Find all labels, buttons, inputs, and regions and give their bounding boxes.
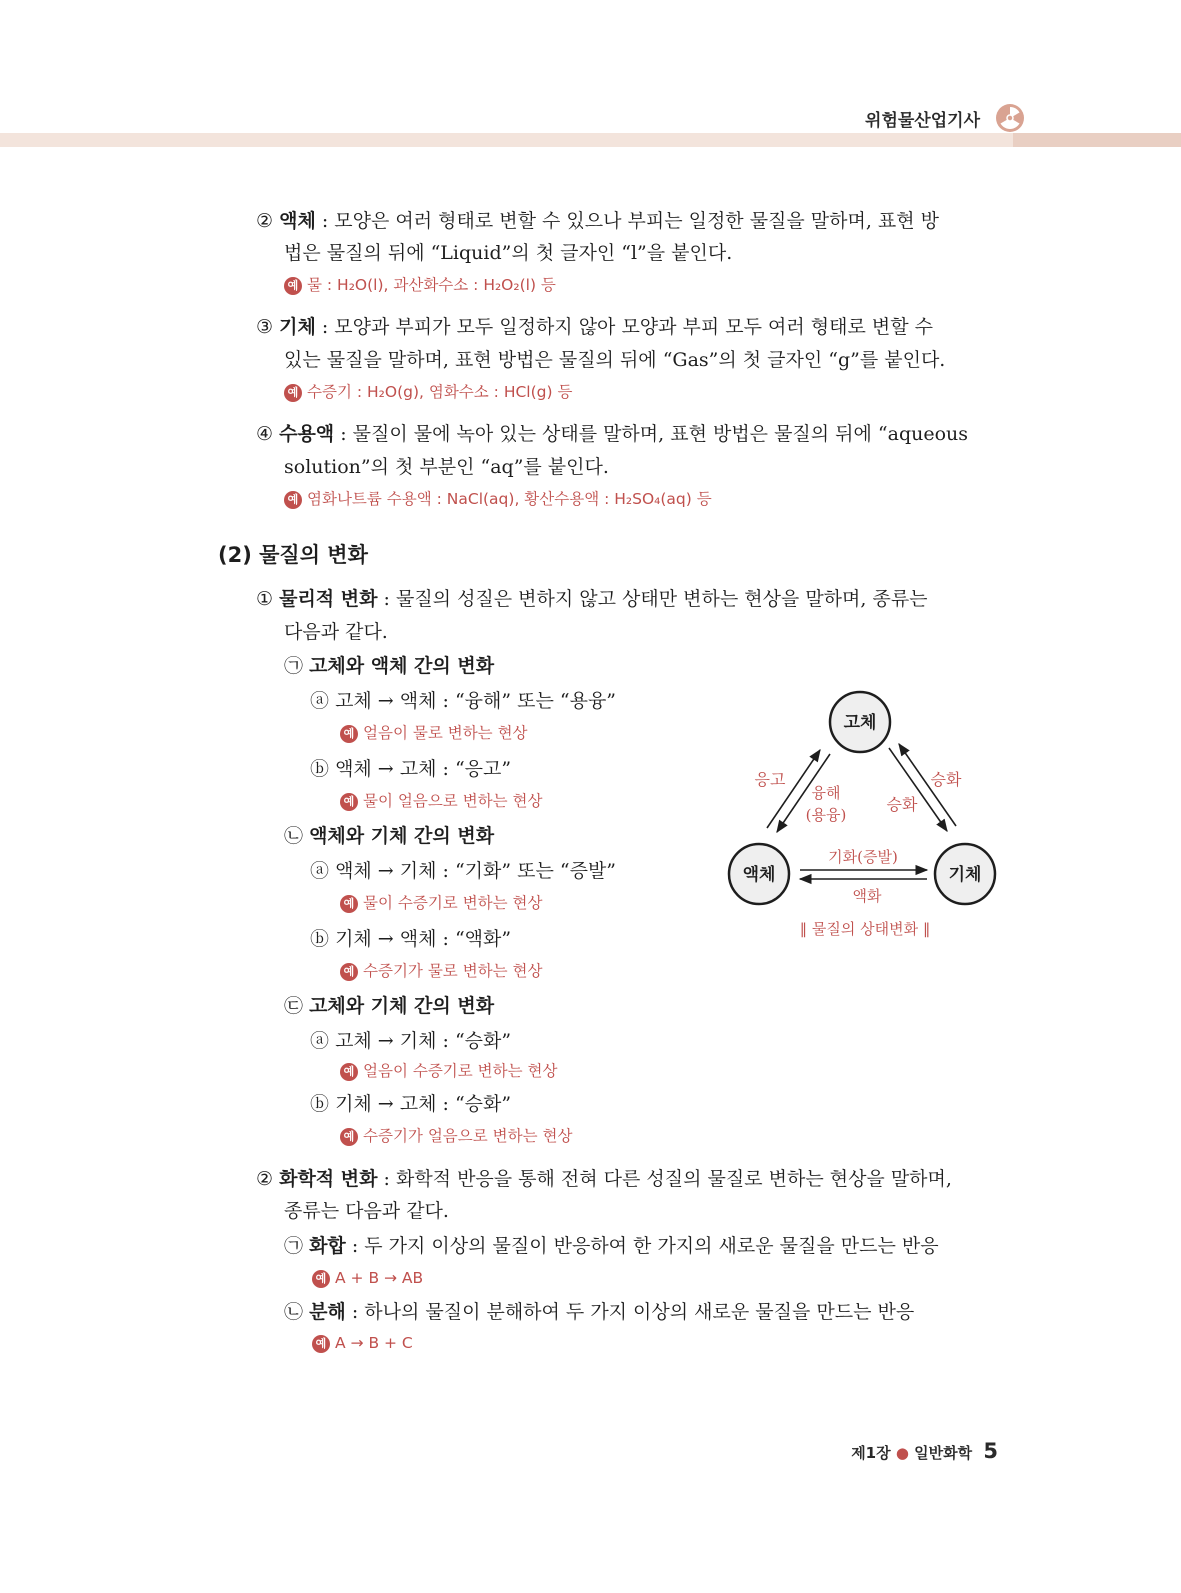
sub-item-text: 액체 → 기체 : “기화” 또는 “증발”: [335, 860, 617, 882]
sub-mark: ㉠: [284, 1235, 304, 1257]
physical-change-line1: [256, 586, 928, 612]
label-melt-alt: (용융): [805, 806, 847, 824]
example-vaporization: [340, 892, 543, 914]
sub-liquid-gas-a: [310, 858, 616, 884]
example-text: 물 : H₂O(l), 과산화수소 : H₂O₂(l) 등: [307, 276, 556, 294]
example-solution: [284, 488, 712, 510]
arrow-sublime-out: [886, 748, 947, 831]
sub-solid-liquid-b: [310, 756, 511, 782]
example-badge: 예: [340, 1063, 358, 1081]
item-number: ③: [256, 316, 274, 338]
physical-change-line2: 다음과 같다.: [284, 621, 388, 643]
label-melt: 융해: [811, 784, 841, 802]
item-number: ④: [256, 423, 274, 445]
example-text: 염화나트륨 수용액 : NaCl(aq), 황산수용액 : H₂SO₄(aq) 등: [307, 490, 712, 508]
example-sublimation-1: [340, 1060, 557, 1082]
sub-title: 고체와 액체 간의 변화: [309, 655, 495, 677]
item-number: ②: [256, 1168, 274, 1190]
sub-mark: ㉢: [284, 995, 304, 1017]
sub-liquid-gas: [284, 823, 494, 849]
sub-item-mark: ⓑ: [310, 758, 330, 780]
sub-solid-liquid: [284, 653, 494, 679]
sub-item-text: 액체 → 고체 : “응고”: [335, 758, 512, 780]
chapter-label: 제1장: [851, 1444, 891, 1462]
example-badge: 예: [312, 1335, 330, 1353]
item-solution-line1: [256, 421, 968, 447]
example-badge: 예: [312, 1270, 330, 1288]
label-condense: 액화: [852, 887, 882, 905]
term-liquid: 액체: [279, 210, 316, 232]
sub-item-text: 고체 → 액체 : “융해” 또는 “용융”: [335, 690, 617, 712]
item-text: : 두 가지 이상의 물질이 반응하여 한 가지의 새로운 물질을 만드는 반응: [345, 1235, 939, 1257]
chemical-change-line1: [256, 1166, 952, 1192]
term-solution: 수용액: [279, 423, 335, 445]
item-liquid-line2: 법은 물질의 뒤에 “Liquid”의 첫 글자인 “l”을 붙인다.: [284, 242, 733, 264]
item-text: : 물질의 성질은 변하지 않고 상태만 변하는 현상을 말하며, 종류는: [377, 588, 928, 610]
example-badge: 예: [340, 793, 358, 811]
item-text: : 물질이 물에 녹아 있는 상태를 말하며, 표현 방법은 물질의 뒤에 “aqueous: [334, 423, 969, 445]
sub-title: 액체와 기체 간의 변화: [309, 825, 495, 847]
term-gas: 기체: [279, 316, 316, 338]
sub-mark: ㉠: [284, 655, 304, 677]
sub-mark: ㉡: [284, 1301, 304, 1323]
example-text: 수증기 : H₂O(g), 염화수소 : HCl(g) 등: [307, 383, 573, 401]
diagram-caption: ∥ 물질의 상태변화 ∥: [799, 920, 931, 938]
item-solution-line2: solution”의 첫 부분인 “aq”를 붙인다.: [284, 456, 609, 478]
radiation-icon: [995, 103, 1025, 133]
example-text: 물이 수증기로 변하는 현상: [363, 894, 543, 912]
sub-item-mark: ⓑ: [310, 1093, 330, 1115]
bullet-dot: ●: [895, 1444, 909, 1462]
sub-liquid-gas-b: [310, 926, 511, 952]
sub-mark: ㉡: [284, 825, 304, 847]
example-melting: [340, 722, 528, 744]
chem-decomposition: [284, 1299, 914, 1325]
state-change-diagram: [720, 690, 1020, 920]
page-number: 5: [983, 1439, 998, 1463]
section-heading: (2) 물질의 변화: [218, 543, 368, 567]
example-combination: [312, 1267, 423, 1289]
example-text: A → B + C: [335, 1334, 413, 1352]
label-sublime-in: 승화: [886, 795, 918, 814]
label-solid: 고체: [843, 713, 877, 733]
example-text: 물이 얼음으로 변하는 현상: [363, 792, 543, 810]
item-text: : 화학적 반응을 통해 전혀 다른 성질의 물질로 변하는 현상을 말하며,: [377, 1168, 952, 1190]
example-badge: 예: [340, 1128, 358, 1146]
sub-item-mark: ⓐ: [310, 860, 330, 882]
item-text: : 하나의 물질이 분해하여 두 가지 이상의 새로운 물질을 만드는 반응: [345, 1301, 915, 1323]
header-band: [0, 133, 1181, 147]
sub-item-mark: ⓐ: [310, 1030, 330, 1052]
label-vaporize: 기화(증발): [828, 848, 898, 866]
example-gas: [284, 381, 572, 403]
example-badge: 예: [284, 277, 302, 295]
example-condensation: [340, 960, 543, 982]
item-number: ②: [256, 210, 274, 232]
example-freezing: [340, 790, 543, 812]
label-sublime-out: 승화: [930, 770, 962, 789]
example-badge: 예: [340, 895, 358, 913]
item-text: : 모양은 여러 형태로 변할 수 있으나 부피는 일정한 물질을 말하며, 표현 방: [315, 210, 940, 232]
example-badge: 예: [284, 491, 302, 509]
sub-item-text: 고체 → 기체 : “승화”: [335, 1030, 512, 1052]
example-sublimation-2: [340, 1125, 572, 1147]
sub-solid-liquid-a: [310, 688, 616, 714]
example-text: 수증기가 물로 변하는 현상: [363, 962, 543, 980]
example-badge: 예: [284, 384, 302, 402]
chem-combination: [284, 1233, 939, 1259]
example-text: A + B → AB: [335, 1269, 424, 1287]
sub-solid-gas: [284, 993, 494, 1019]
example-text: 수증기가 얼음으로 변하는 현상: [363, 1127, 573, 1145]
label-gas: 기체: [948, 865, 982, 885]
term-physical-change: 물리적 변화: [279, 588, 378, 610]
example-text: 얼음이 수증기로 변하는 현상: [363, 1062, 558, 1080]
term-decomposition: 분해: [309, 1301, 346, 1323]
sub-item-mark: ⓐ: [310, 690, 330, 712]
book-title: 위험물산업기사: [865, 111, 980, 131]
example-liquid: [284, 274, 556, 296]
page-footer: [851, 1439, 998, 1463]
label-liquid: 액체: [742, 865, 776, 885]
item-gas-line1: [256, 314, 933, 340]
example-decomposition: [312, 1332, 413, 1354]
header-band-accent: [1013, 133, 1181, 147]
sub-item-text: 기체 → 액체 : “액화”: [335, 928, 512, 950]
term-combination: 화합: [309, 1235, 346, 1257]
sub-item-mark: ⓑ: [310, 928, 330, 950]
item-liquid-line1: [256, 208, 939, 234]
label-freeze: 응고: [754, 770, 786, 789]
sub-title: 고체와 기체 간의 변화: [309, 995, 495, 1017]
item-text: : 모양과 부피가 모두 일정하지 않아 모양과 부피 모두 여러 형태로 변할 수: [315, 316, 933, 338]
term-chemical-change: 화학적 변화: [279, 1168, 378, 1190]
example-badge: 예: [340, 725, 358, 743]
item-gas-line2: 있는 물질을 말하며, 표현 방법은 물질의 뒤에 “Gas”의 첫 글자인 “g”를 붙인다.: [284, 349, 946, 371]
chemical-change-line2: 종류는 다음과 같다.: [284, 1200, 449, 1222]
subject-label: 일반화학: [914, 1444, 973, 1462]
sub-solid-gas-b: [310, 1091, 511, 1117]
sub-solid-gas-a: [310, 1028, 511, 1054]
example-badge: 예: [340, 963, 358, 981]
example-text: 얼음이 물로 변하는 현상: [363, 724, 528, 742]
sub-item-text: 기체 → 고체 : “승화”: [335, 1093, 512, 1115]
item-number: ①: [256, 588, 274, 610]
